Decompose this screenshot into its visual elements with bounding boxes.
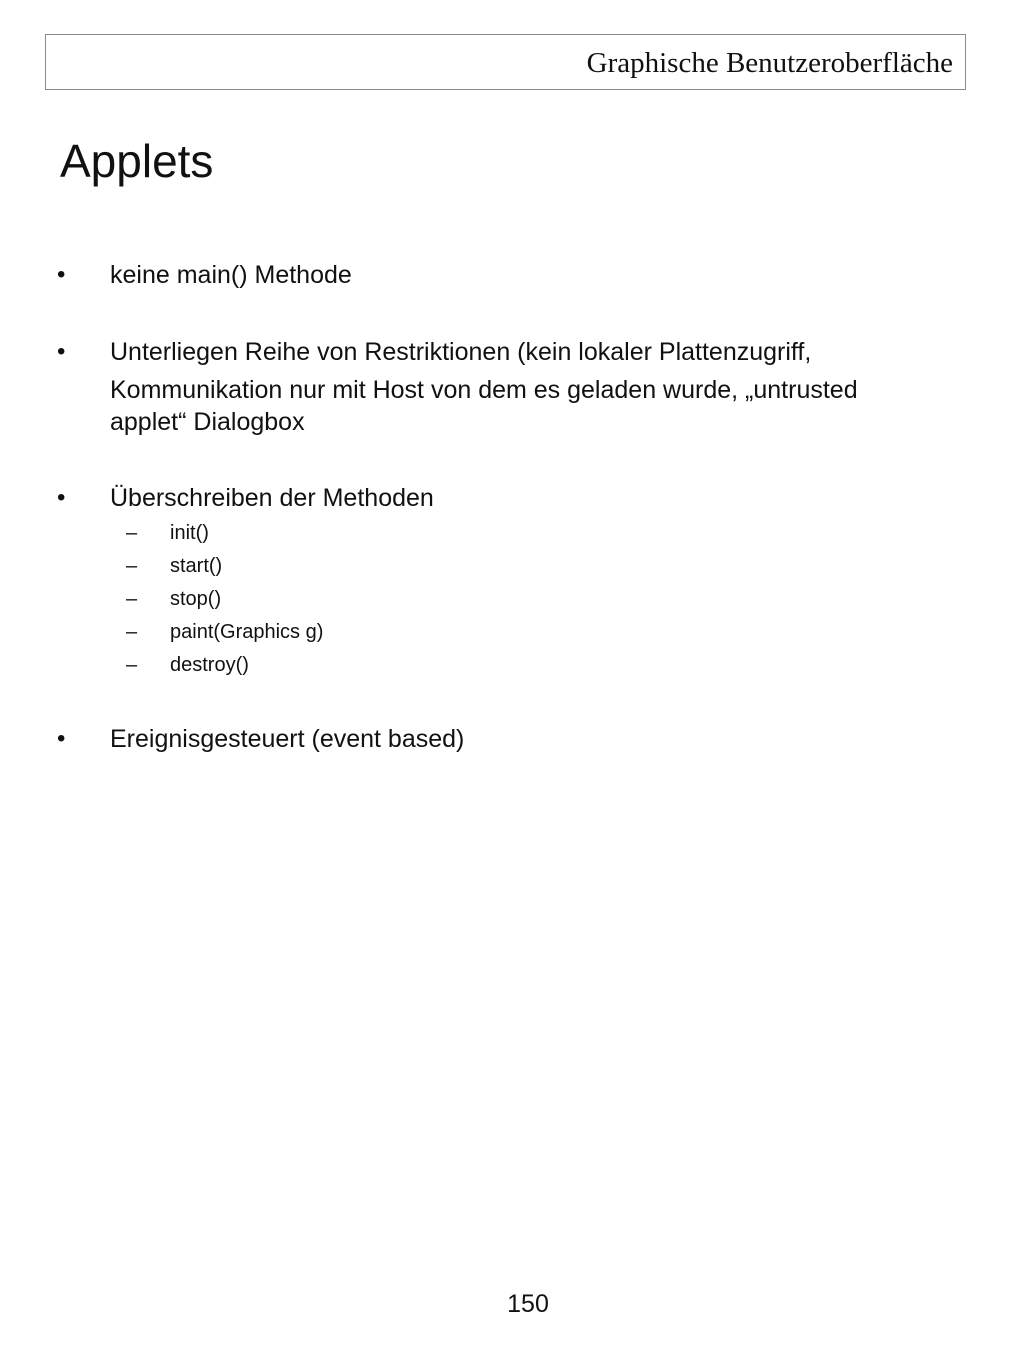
sub-text: paint(Graphics g)	[170, 621, 324, 643]
bullet-text: keine main() Methode	[110, 261, 352, 289]
bullet-text: Ereignisgesteuert (event based)	[110, 725, 465, 753]
sub-item	[0, 652, 1024, 678]
bullet-text: Überschreiben der Methoden	[110, 484, 434, 512]
bullet-text-line: Unterliegen Reihe von Restriktionen (kein lokaler Plattenzugriff,	[110, 338, 812, 366]
header-title: Graphische Benutzeroberfläche	[586, 47, 953, 79]
bullet-marker: •	[57, 484, 66, 511]
bullet-marker: •	[57, 338, 66, 365]
sub-marker: –	[126, 621, 138, 643]
page-title: Applets	[60, 135, 214, 187]
sub-marker: –	[126, 588, 138, 610]
sub-text: destroy()	[170, 654, 249, 676]
bullet-text-line: Kommunikation nur mit Host von dem es geladen wurde, „untrusted	[110, 376, 858, 404]
page-number: 150	[507, 1290, 549, 1318]
sub-text: start()	[170, 555, 223, 577]
sub-item	[0, 553, 1024, 579]
sub-item	[0, 619, 1024, 645]
sub-marker: –	[126, 654, 138, 676]
sub-text: init()	[170, 522, 209, 544]
bullet-marker: •	[57, 261, 66, 288]
header-box	[45, 34, 966, 90]
sub-text: stop()	[170, 588, 222, 610]
bullet-marker: •	[57, 725, 66, 752]
sub-marker: –	[126, 522, 138, 544]
sub-marker: –	[126, 555, 138, 577]
bullet-text-line: applet“ Dialogbox	[110, 408, 305, 436]
sub-item	[0, 520, 1024, 546]
sub-item	[0, 586, 1024, 612]
